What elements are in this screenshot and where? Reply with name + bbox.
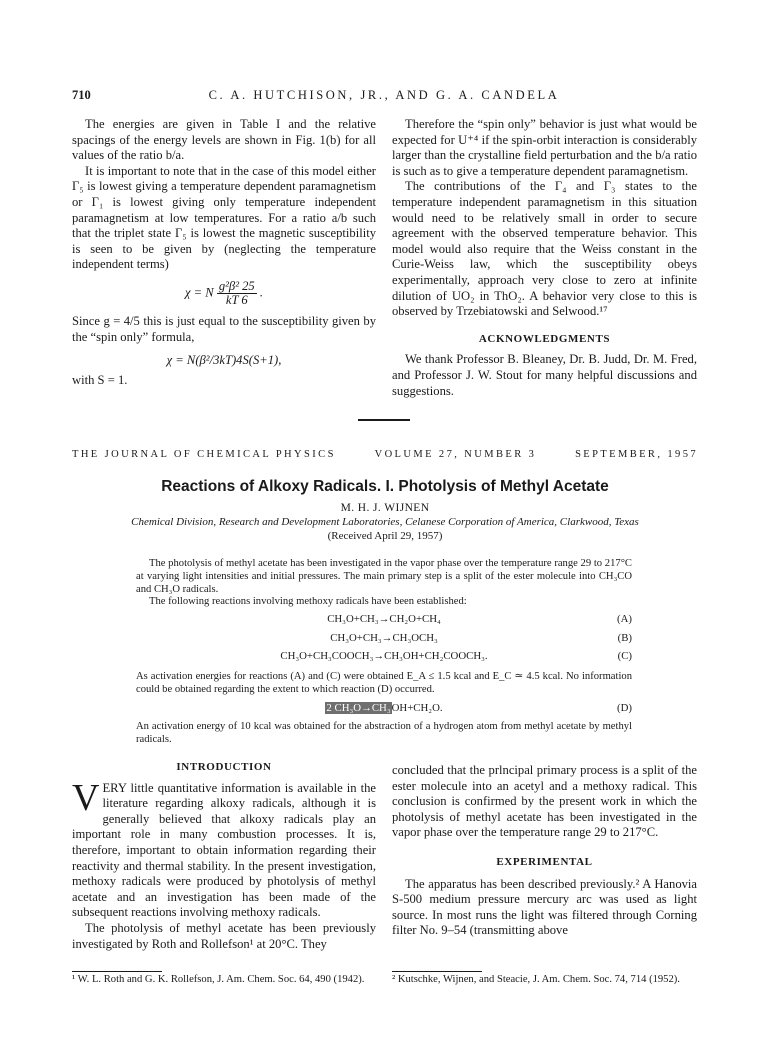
abstract-paragraph: The following reactions involving methoxy radicals have been established:: [149, 596, 467, 608]
experimental-heading: EXPERIMENTAL: [496, 855, 593, 868]
journal-name: THE JOURNAL OF CHEMICAL PHYSICS: [72, 449, 336, 460]
reaction-label: (C): [617, 650, 632, 662]
paragraph: The contributions of the Γ₄ and Γ₃ states to the temperature independent paramagnetism in this situation would need to be relatively small in order to secure agreement with the observed temperature behavior. This model would also require that the Weiss constant in the Curie-Weiss law, which the susceptibility obeys experimentally, approach very close to zero at infinite dilution of UO₂ in ThO₂. A behavior very close to this is observed by Trzebiatowski and Selwood.¹⁷: [392, 179, 697, 319]
abstract: [136, 558, 632, 609]
article-author: M. H. J. WIJNEN: [340, 502, 430, 514]
page-number: 710: [72, 88, 91, 102]
equation-1-lhs: χ = N: [184, 285, 214, 300]
reaction-equation: [136, 702, 632, 714]
equation-1-fraction: [217, 280, 257, 307]
reaction-equation: CH₃O+CH₃→CH₃OCH₃: [330, 632, 438, 644]
equation-1-period: .: [259, 285, 264, 300]
article-right-column: [392, 763, 697, 939]
introduction-text: ERY little quantitative information is available in the literature regarding alkoxy radicals, although it is generally believed that alkoxy radicals play an important role in many combustion processes. It is, therefore, important to obtain information regarding their reactivity and thermal stability. In the present investigation, methoxy radicals were produced by photolysis of methyl acetate and an investigation has been made of the subsequent reactions involving methoxy radicals.: [72, 780, 376, 920]
paragraph: concluded that the prlncipal primary process is a split of the ester molecule into an acetyl and a methoxy radical. This conclusion is confirmed by the present work in which the photolysis of methyl acetate has been investigated in the vapor phase over the temperature range 29 to 217°C.: [392, 763, 697, 840]
reaction-label: (A): [617, 613, 632, 625]
equation-1: [72, 280, 376, 307]
paragraph: It is important to note that in the case of this model either Γ₅ is lowest giving a temperature dependent paramagnetism or Γ₁ is lowest giving only temperature independent paramagnetism at low temperatures. For a ratio a/b such that the triplet state Γ₅ is lowest the magnetic susceptibility is seen to be given by (neglecting the temperature independent terms): [72, 163, 376, 272]
prev-article-right-column: [392, 117, 697, 399]
equation-2: χ = N(β²/3kT)4S(S+1),: [166, 353, 282, 368]
highlighted-text: 2 CH₃O→CH₃: [326, 702, 391, 714]
abstract-activation-energies: As activation energies for reactions (A) and (C) were obtained E_A ≤ 1.5 kcal and E_C ≃ 4.5 kcal. No information could be obtained regarding the extent to which reaction (D) occurred.: [136, 671, 632, 695]
reaction-d: [136, 702, 632, 716]
introduction-paragraph: [72, 776, 376, 921]
paragraph: with S = 1.: [72, 372, 128, 387]
drop-cap: V: [72, 776, 100, 819]
article-separator-rule: [358, 419, 410, 421]
paragraph: The apparatus has been described previously.² A Hanovia S-500 medium pressure mercury arc was used as light source. In most runs the light was filtered through Corning filter No. 9–54 (transmitting above: [392, 876, 697, 938]
footnote-1: ¹ W. L. Roth and G. K. Rollefson, J. Am. Chem. Soc. 64, 490 (1942).: [72, 974, 365, 985]
journal-line: [72, 449, 698, 460]
equation-1-denominator: kT 6: [225, 292, 248, 307]
reaction-label: (D): [617, 702, 632, 714]
article-affiliation: Chemical Division, Research and Development Laboratories, Celanese Corporation of America, Clarkwood, Texas: [131, 516, 639, 528]
reaction-a: [136, 613, 632, 627]
article-received-date: (Received April 29, 1957): [327, 530, 443, 542]
paragraph: Therefore the “spin only” behavior is just what would be expected for U⁺⁴ if the spin-orbit interaction is considerably larger than the crystalline field perturbation and the b/a ratio is such as to give a temperature dependent paramagnetism.: [392, 117, 697, 178]
journal-date: SEPTEMBER, 1957: [575, 449, 698, 460]
acknowledgments-heading: ACKNOWLEDGMENTS: [478, 332, 611, 345]
footnote-rule: [72, 971, 162, 972]
acknowledgments-text: We thank Professor B. Bleaney, Dr. B. Judd, Dr. M. Fred, and Professor J. W. Stout for many helpful discussions and suggestions.: [392, 352, 697, 398]
introduction-heading: INTRODUCTION: [176, 761, 272, 773]
reaction-equation-rest: OH+CH₂O.: [391, 702, 443, 714]
abstract-final-paragraph: An activation energy of 10 kcal was obtained for the abstraction of a hydrogen atom from methyl acetate by methyl radicals.: [136, 721, 632, 745]
paragraph: Since g = 4/5 this is just equal to the susceptibility given by the “spin only” formula,: [72, 313, 376, 344]
prev-article-left-column: [72, 117, 376, 388]
footnote-2: ² Kutschke, Wijnen, and Steacie, J. Am. Chem. Soc. 74, 714 (1952).: [392, 974, 680, 985]
equation-1-numerator: g²β² 25: [218, 278, 255, 293]
reaction-equation: CH₃O+CH₃COOCH₃→CH₃OH+CH₂COOCH₃.: [280, 650, 488, 662]
paragraph: The energies are given in Table I and the relative spacings of the energy levels are shown in Fig. 1(b) for all values of the ratio b/a.: [72, 117, 376, 163]
reaction-c: [136, 650, 632, 664]
paragraph: The photolysis of methyl acetate has been previously investigated by Roth and Rollefson¹ at 20°C. They: [72, 920, 376, 951]
introduction-column: [72, 760, 376, 952]
article-title: Reactions of Alkoxy Radicals. I. Photolysis of Methyl Acetate: [161, 478, 609, 495]
reaction-label: (B): [617, 632, 632, 644]
reaction-equation: CH₃O+CH₃→CH₂O+CH₄: [327, 613, 441, 625]
reaction-b: [136, 632, 632, 646]
running-head-authors: C. A. HUTCHISON, JR., AND G. A. CANDELA: [208, 88, 560, 102]
abstract-paragraph: The photolysis of methyl acetate has been investigated in the vapor phase over the temperature range 29 to 217°C at varying light intensities and initial pressures. The main primary step is a split of the ester molecule into CH₃CO and CH₃O radicals.: [136, 558, 632, 595]
journal-volume: VOLUME 27, NUMBER 3: [374, 449, 537, 460]
footnote-rule: [392, 971, 482, 972]
